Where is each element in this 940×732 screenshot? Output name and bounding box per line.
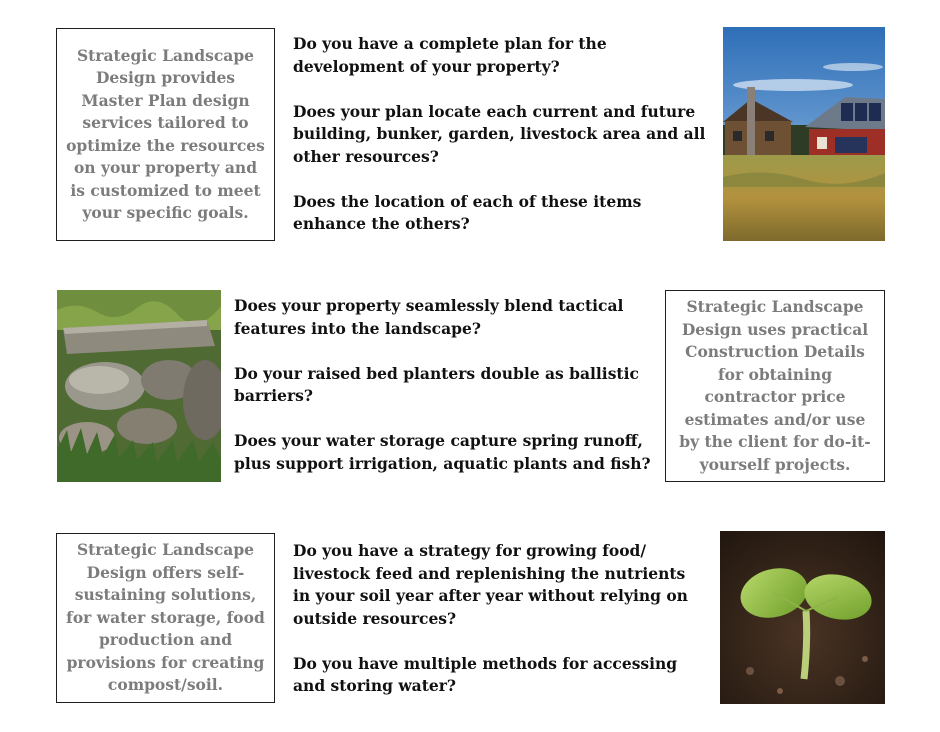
construction-details-callout bbox=[665, 290, 885, 482]
question-complete-plan: Do you have a complete plan for the development of your property? bbox=[293, 34, 607, 76]
stone-wall-planter-photo bbox=[57, 290, 221, 482]
self-sustaining-callout-text: Strategic Landscape Design offers self-sustaining solutions, for water storage, food production and provisions for creating compost/soil. bbox=[66, 540, 265, 695]
question-location-enhance: Does the location of each of these items enhance the others? bbox=[293, 191, 642, 233]
log-cabin-solar-photo bbox=[723, 27, 885, 241]
master-plan-questions bbox=[293, 33, 708, 236]
question-blend-tactical: Does your property seamlessly blend tactical features into the landscape? bbox=[234, 296, 624, 338]
question-growing-food: Do you have a strategy for growing food/ livestock feed and replenishing the nutrients in your soil year after year without relying on outside resources? bbox=[293, 541, 688, 628]
self-sustaining-callout bbox=[56, 533, 275, 703]
question-ballistic-planters: Do your raised bed planters double as ballistic barriers? bbox=[234, 363, 639, 405]
master-plan-callout bbox=[56, 28, 275, 241]
food-water-questions bbox=[293, 540, 703, 698]
question-water-methods: Do you have multiple methods for accessing and storing water? bbox=[293, 653, 678, 695]
question-water-storage: Does your water storage capture spring runoff, plus support irrigation, aquatic plants and fish? bbox=[234, 431, 651, 473]
construction-details-callout-text: Strategic Landscape Design uses practical Construction Details for obtaining contractor price estimates and/or use by the client for do-it-yourself projects. bbox=[679, 297, 871, 474]
seedling-sprout-photo bbox=[720, 531, 885, 704]
master-plan-callout-text: Strategic Landscape Design provides Master Plan design services tailored to optimize the resources on your property and is customized to meet your specific goals. bbox=[66, 45, 265, 222]
tactical-features-questions bbox=[234, 295, 659, 475]
question-locate-buildings: Does your plan locate each current and future building, bunker, garden, livestock area and all other resources? bbox=[293, 101, 706, 166]
